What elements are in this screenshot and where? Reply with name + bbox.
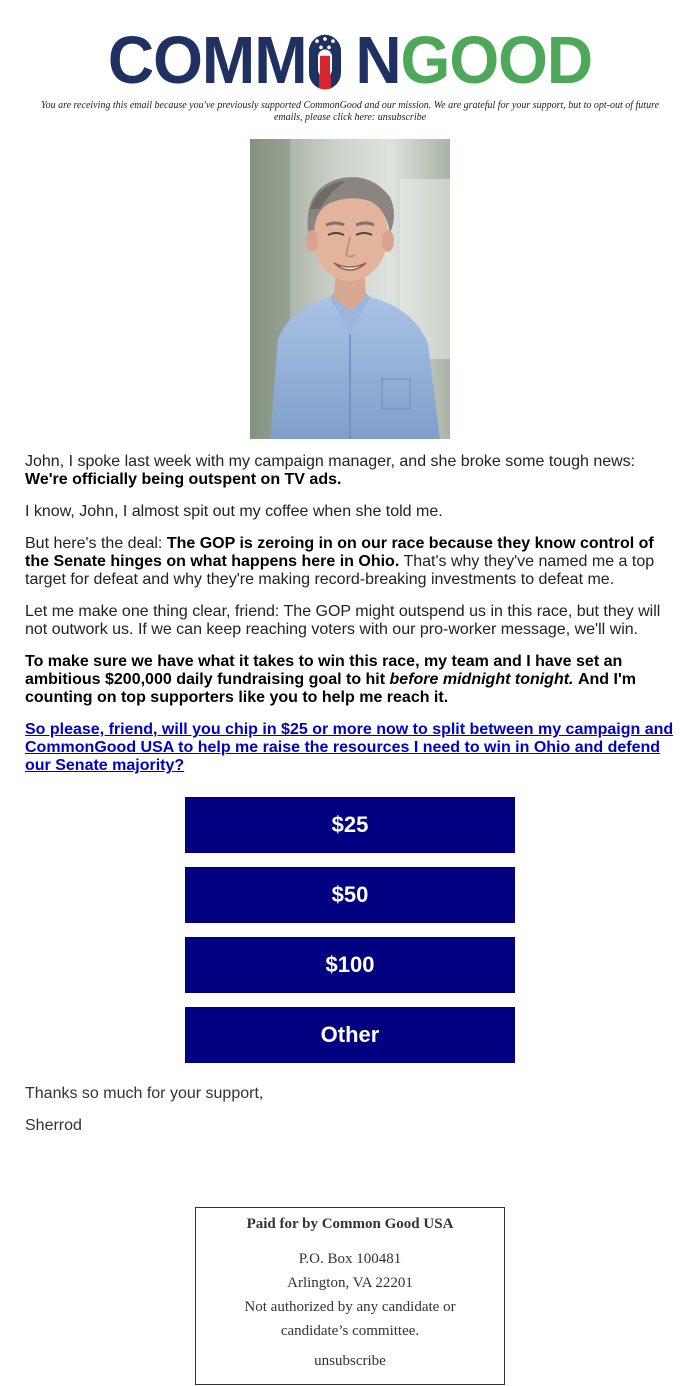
optout-disclaimer	[26, 100, 674, 124]
p5-bold-end: And I'm counting on top supporters like you to help me reach it.	[25, 671, 636, 706]
paragraph-cta	[25, 721, 677, 775]
paragraph-2: I know, John, I almost spit out my coffee when she told me.	[25, 503, 443, 520]
footer-line-2: Arlington, VA 22201	[287, 1275, 413, 1291]
p3-lead: But here's the deal:	[25, 535, 163, 552]
logo-good-text: GOOD	[400, 22, 593, 98]
candidate-photo	[250, 139, 450, 439]
p5-italic: before midnight tonight.	[389, 671, 574, 688]
commongood-logo[interactable]	[0, 22, 700, 98]
footer-line-3: Not authorized by any candidate or	[244, 1299, 456, 1315]
logo-flag-o	[307, 26, 356, 93]
donate-100-button[interactable]: $100	[185, 937, 515, 993]
logo-n-text: N	[355, 22, 401, 98]
portrait-image	[250, 139, 450, 439]
p1-bold: We're officially being outspent on TV ads.	[25, 471, 342, 488]
footer-paid-for: Paid for by Common Good USA	[246, 1216, 454, 1232]
donate-25-button[interactable]: $25	[185, 797, 515, 853]
footer-address	[196, 1247, 504, 1343]
email-body	[25, 453, 677, 789]
footer-line-4: candidate’s committee.	[280, 1323, 420, 1339]
paragraph-1	[25, 453, 677, 489]
p1-text: John, I spoke last week with my campaign manager, and she broke some tough news:	[25, 453, 636, 470]
flag-o-icon	[307, 31, 343, 98]
p5-bold: To make sure we have what it takes to win this race, my team and I have set an ambitious $200,000 daily fundraising goal to hit	[25, 653, 623, 688]
donate-50-button[interactable]: $50	[185, 867, 515, 923]
logo-common-text: COMM	[107, 22, 307, 98]
disclaimer-unsubscribe-link[interactable]: unsubscribe	[377, 112, 427, 123]
paragraph-3	[25, 535, 677, 589]
paragraph-5	[25, 653, 677, 707]
footer-line-1: P.O. Box 100481	[298, 1251, 402, 1267]
paragraph-4: Let me make one thing clear, friend: The GOP might outspend us in this race, but they will not outwork us. If we can keep reaching voters with our pro-worker message, we'll win.	[25, 603, 661, 638]
signoff-thanks: Thanks so much for your support,	[25, 1085, 264, 1102]
signoff-name: Sherrod	[25, 1117, 82, 1134]
donate-other-button[interactable]: Other	[185, 1007, 515, 1063]
donate-cta-link[interactable]: So please, friend, will you chip in $25 or more now to split between my campaign and CommonGood USA to help me raise the resources I need to win in Ohio and defend our Senate majority?	[25, 721, 674, 774]
p3-rest: That's why they've named me a top target for defeat and why they're making record-breaking investments to defeat me.	[25, 553, 655, 588]
disclaimer-text: You are receiving this email because you've previously supported CommonGood and our mission. We are grateful for your support, but to opt-out of future emails, please click here:	[40, 100, 660, 123]
footer-unsubscribe-link[interactable]: unsubscribe	[314, 1353, 386, 1369]
paid-for-footer	[195, 1207, 505, 1385]
p3-bold: The GOP is zeroing in on our race because they know control of the Senate hinges on what happens here in Ohio.	[25, 535, 654, 570]
